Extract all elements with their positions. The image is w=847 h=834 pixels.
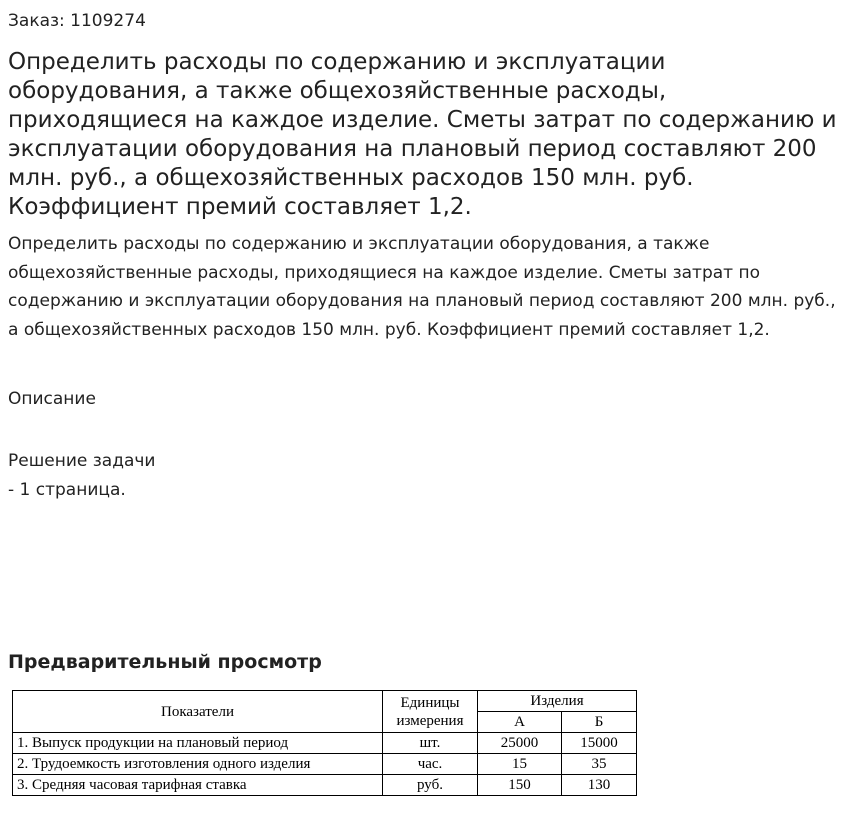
solution-label: Решение задачи [8,451,156,471]
header-units: Единицы измерения [383,691,478,733]
preview-table [12,690,637,796]
header-indicators: Показатели [13,691,383,733]
row-unit: шт. [383,733,478,754]
row-value-b: 130 [562,775,637,796]
row-unit: час. [383,754,478,775]
page-title: Определить расходы по содержанию и эксплуатации оборудования, а также общехозяйственные расходы, приходящиеся на каждое изделие. Сметы затрат по содержанию и эксплуатации оборудования на плановый период составляют 200 млн. руб., а общехозяйственных расходов 150 млн. руб. Коэффициент премий составляет 1,2. [8,49,837,220]
row-value-b: 15000 [562,733,637,754]
order-number: Заказ: 1109274 [8,11,146,31]
description-label: Описание [8,389,96,409]
table-header-row [13,691,637,712]
table-row [13,754,637,775]
row-value-b: 35 [562,754,637,775]
row-value-a: 150 [478,775,562,796]
header-product-b: Б [562,712,637,733]
row-name: 1. Выпуск продукции на плановый период [13,733,383,754]
header-products: Изделия [478,691,637,712]
table-row [13,775,637,796]
row-name: 2. Трудоемкость изготовления одного изделия [13,754,383,775]
header-product-a: А [478,712,562,733]
task-description: Определить расходы по содержанию и эксплуатации оборудования, а также общехозяйственные расходы, приходящиеся на каждое изделие. Сметы затрат по содержанию и эксплуатации оборудования на плановый период составляют 200 млн. руб., а общехозяйственных расходов 150 млн. руб. Коэффициент премий составляет 1,2. [8,234,836,340]
row-value-a: 25000 [478,733,562,754]
row-name: 3. Средняя часовая тарифная ставка [13,775,383,796]
pages-count: - 1 страница. [8,480,126,500]
row-unit: руб. [383,775,478,796]
row-value-a: 15 [478,754,562,775]
table-row [13,733,637,754]
preview-heading: Предварительный просмотр [8,651,322,673]
